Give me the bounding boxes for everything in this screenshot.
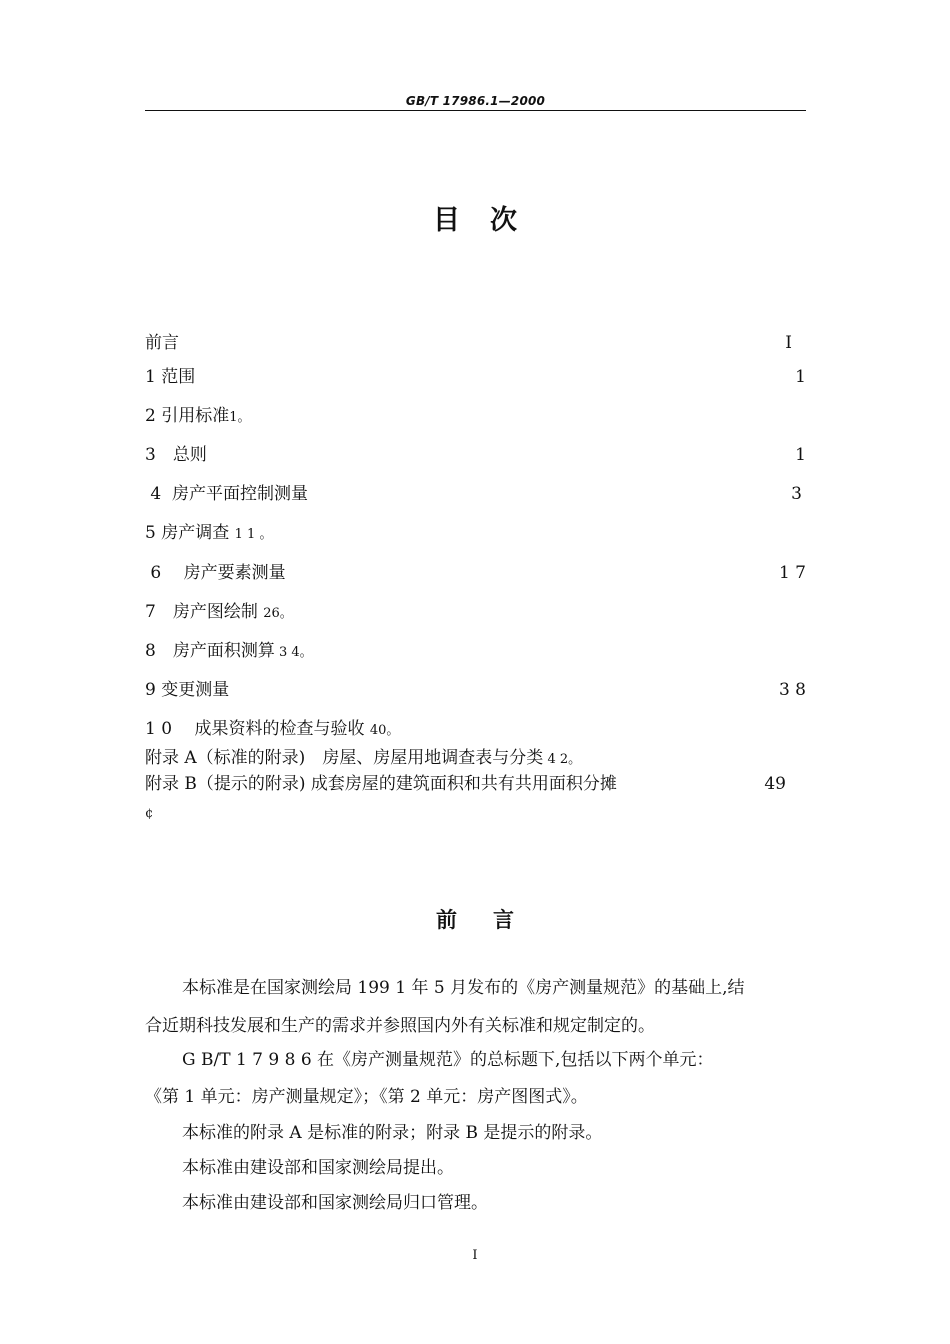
toc-entry-label: 9 变更测量: [145, 680, 230, 700]
standard-code-header: GB/T 17986.1—2000: [405, 94, 546, 108]
toc-entry-label: 2 引用标准1。: [145, 406, 251, 426]
page-number: I: [472, 1248, 478, 1263]
toc-entry-label: 1 范围: [145, 367, 196, 387]
toc-entry-inline-page: 4 2。: [543, 752, 582, 767]
toc-entry-page: 1: [795, 445, 806, 465]
toc-entry[interactable]: [145, 365, 806, 389]
toc-entry-label: 前言: [145, 333, 179, 353]
toc-entry[interactable]: [145, 639, 806, 663]
preface-title: 前言: [436, 908, 550, 932]
preface-paragraph: 本标准由建设部和国家测绘局归口管理。: [182, 1193, 488, 1213]
toc-entry[interactable]: [145, 331, 806, 355]
preface-paragraph: 本标准由建设部和国家测绘局提出。: [182, 1158, 454, 1178]
toc-entry-label: 1 0 成果资料的检查与验收 40。: [145, 719, 400, 739]
toc-entry-page: 3: [791, 484, 802, 504]
preface-paragraph: 本标准的附录 A 是标准的附录；附录 B 是提示的附录。: [182, 1123, 603, 1143]
preface-paragraph: 合近期科技发展和生产的需求并参照国内外有关标准和规定制定的。: [145, 1016, 655, 1036]
toc-entry[interactable]: [145, 404, 806, 428]
toc-entry-inline-page: 40。: [369, 723, 400, 738]
toc-entry[interactable]: [145, 772, 806, 796]
toc-entry[interactable]: [145, 746, 806, 770]
toc-entry-page: 1 7: [778, 563, 806, 583]
toc-entry[interactable]: [145, 561, 806, 585]
toc-entry-label: 3 总则: [145, 445, 207, 465]
toc-entry-inline-page: 26。: [263, 606, 293, 621]
toc-entry-inline-page: 1。: [229, 410, 251, 425]
toc-entry-label: 6 房产要素测量: [145, 563, 286, 583]
toc-entry-label: 附录 A（标准的附录) 房屋、房屋用地调查表与分类 4 2。: [145, 748, 582, 768]
toc-entry-label: 4 房产平面控制测量: [145, 484, 309, 504]
preface-paragraph: G B/T 1 7 9 8 6 在《房产测量规范》的总标题下,包括以下两个单元：: [182, 1050, 714, 1070]
preface-paragraph: 本标准是在国家测绘局 199 1 年 5 月发布的《房产测量规范》的基础上,结: [182, 978, 745, 998]
toc-entry[interactable]: [145, 482, 806, 506]
toc-trailing-mark-line: [145, 802, 806, 826]
toc-entry-label: 7 房产图绘制 26。: [145, 602, 293, 622]
toc-title: 目次: [433, 205, 547, 236]
toc-entry-label: 附录 B（提示的附录) 成套房屋的建筑面积和共有共用面积分摊: [145, 774, 617, 794]
toc-entry-label: 8 房产面积测算 3 4。: [145, 641, 313, 661]
toc-entry-page: I: [785, 333, 792, 353]
toc-entry[interactable]: [145, 521, 806, 545]
toc-entry-label: 5 房产调查 1 1 。: [145, 523, 273, 543]
preface-paragraph: 《第 1 单元：房产测量规定》；《第 2 单元：房产图图式》。: [145, 1087, 588, 1107]
toc-entry-inline-page: 1 1 。: [234, 527, 273, 542]
toc-entry[interactable]: [145, 443, 806, 467]
toc-entry-page: 3 8: [778, 680, 806, 700]
toc-entry-inline-page: 3 4。: [274, 645, 313, 660]
toc-trailing-mark: ¢: [145, 806, 154, 821]
toc-entry[interactable]: [145, 600, 806, 624]
toc-entry-page: 49: [764, 774, 786, 794]
header-divider: [145, 110, 806, 111]
toc-entry[interactable]: [145, 678, 806, 702]
toc-entry-page: 1: [795, 367, 806, 387]
toc-entry[interactable]: [145, 717, 806, 741]
